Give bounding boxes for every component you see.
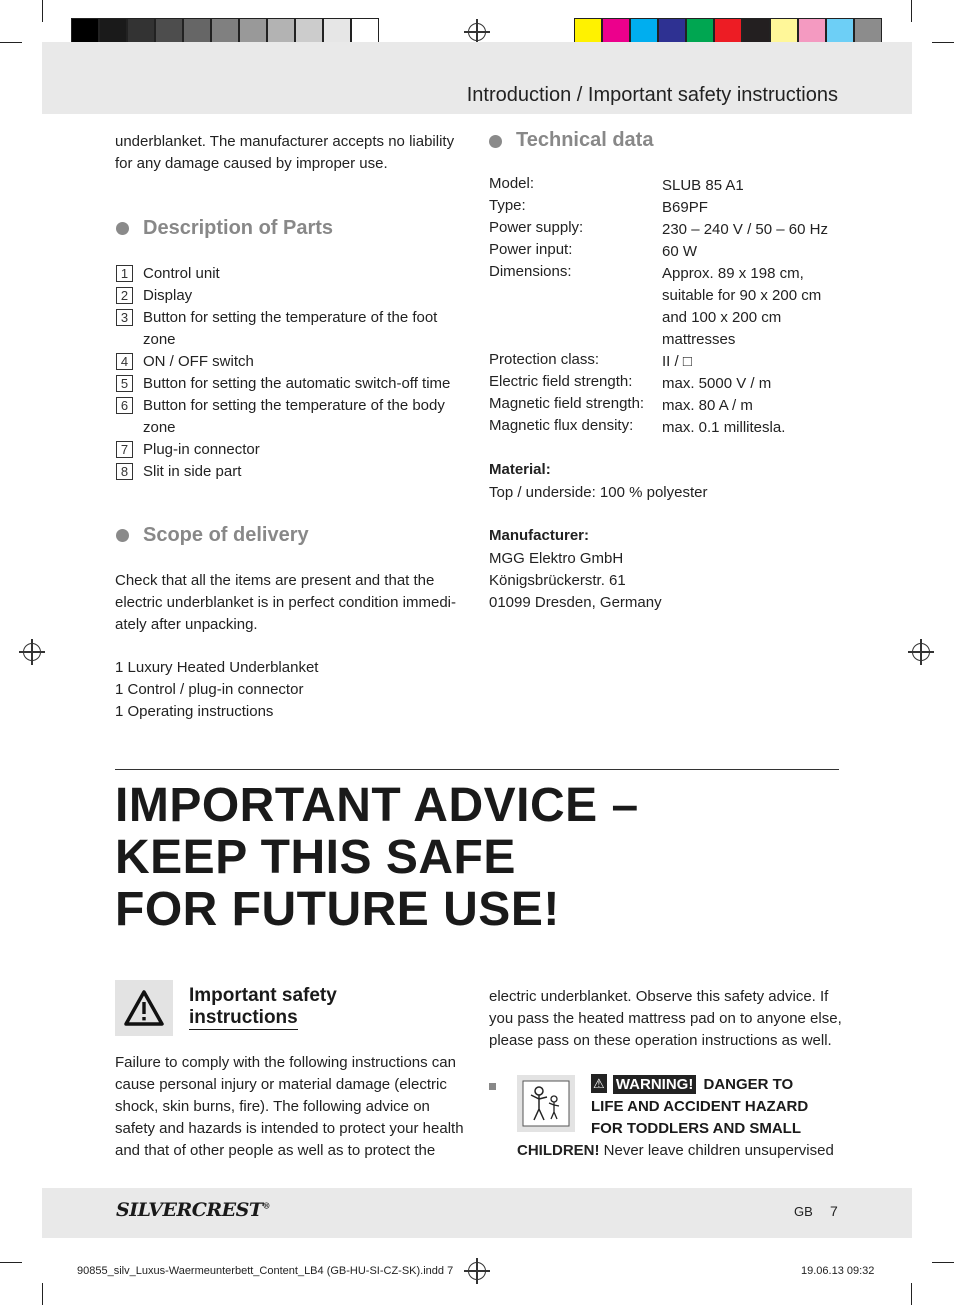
- part-number-badge: 7: [116, 441, 133, 458]
- safety-heading: Important safety instructions: [189, 985, 337, 1028]
- section-heading-description: Description of Parts: [143, 217, 334, 239]
- list-item: 1 Luxury Heated Underblanket: [115, 659, 319, 676]
- tech-value: max. 0.1 millitesla.: [662, 419, 786, 436]
- tech-value: mattresses: [662, 331, 736, 348]
- list-item: 1 Operating instructions: [115, 703, 274, 720]
- tech-value: II / □: [662, 353, 692, 370]
- tech-label: Power input:: [489, 241, 573, 258]
- child-warning-box: [517, 1075, 575, 1132]
- crop-mark: [42, 1283, 43, 1305]
- section-bullet-icon: [116, 222, 129, 235]
- manufacturer-address: MGG Elektro GmbH Königsbrückerstr. 61 01099 Dresden, Germany: [489, 550, 662, 611]
- tech-label: Protection class:: [489, 351, 600, 368]
- tech-label: Power supply:: [489, 219, 584, 236]
- part-number-badge: 8: [116, 463, 133, 480]
- registration-mark-icon: [23, 643, 41, 661]
- intro-text: underblanket. The manufacturer accepts no liability for any damage caused by improper use.: [115, 133, 455, 172]
- part-number-badge: 1: [116, 265, 133, 282]
- tech-label: Model:: [489, 175, 535, 192]
- part-label: zone: [143, 419, 176, 436]
- list-item: 1 Control / plug-in connector: [115, 681, 304, 698]
- tech-label: Magnetic flux density:: [489, 417, 634, 434]
- registration-mark-icon: [468, 23, 486, 41]
- material-heading: Material:: [489, 461, 551, 478]
- part-number-badge: 5: [116, 375, 133, 392]
- section-bullet-icon: [116, 529, 129, 542]
- safety-right-text: electric underblanket. Observe this safety advice. If you pass the heated mattress pad on to anyone else, please pass on these operation instructions as well.: [489, 988, 842, 1049]
- tech-label: Type:: [489, 197, 526, 214]
- part-label: Button for setting the temperature of the body: [143, 397, 445, 414]
- tech-value: SLUB 85 A1: [662, 177, 744, 194]
- warning-block: ⚠ WARNING! DANGER TO LIFE AND ACCIDENT HAZARD FOR TODDLERS AND SMALL: [591, 1076, 809, 1137]
- tech-label: Magnetic field strength:: [489, 395, 645, 412]
- warning-triangle-icon: [115, 980, 173, 1036]
- footer-language: GB: [794, 1204, 813, 1219]
- square-bullet-icon: [489, 1083, 496, 1090]
- part-label: zone: [143, 331, 176, 348]
- material-text: Top / underside: 100 % polyester: [489, 484, 708, 501]
- tech-value: 230 – 240 V / 50 – 60 Hz: [662, 221, 828, 238]
- section-heading-scope: Scope of delivery: [143, 524, 309, 546]
- tech-value: suitable for 90 x 200 cm: [662, 287, 822, 304]
- registration-mark-icon: [912, 643, 930, 661]
- scope-text: Check that all the items are present and that the electric underblanket is in perfect condition immedi- ately after unpacking.: [115, 572, 456, 633]
- tech-value: max. 5000 V / m: [662, 375, 772, 392]
- crop-mark: [0, 1262, 22, 1263]
- divider: [115, 769, 839, 770]
- warning-badge: WARNING!: [613, 1075, 697, 1094]
- part-label: Plug-in connector: [143, 441, 260, 458]
- important-advice-heading: IMPORTANT ADVICE – KEEP THIS SAFE FOR FUTURE USE!: [115, 779, 639, 936]
- crop-mark: [911, 1283, 912, 1305]
- scope-items: [115, 657, 318, 723]
- footer-timestamp: 19.06.13 09:32: [801, 1265, 875, 1277]
- tech-value: max. 80 A / m: [662, 397, 753, 414]
- page-header-title: Introduction / Important safety instructions: [466, 84, 838, 106]
- part-label: Button for setting the automatic switch-off time: [143, 375, 451, 392]
- crop-mark: [932, 1262, 954, 1263]
- part-label: Control unit: [143, 265, 220, 282]
- tech-value: 60 W: [662, 243, 698, 260]
- crop-mark: [911, 0, 912, 22]
- part-label: Display: [143, 287, 193, 304]
- tech-label: Dimensions:: [489, 263, 572, 280]
- warning-sign-icon: ⚠: [593, 1076, 605, 1091]
- part-label: ON / OFF switch: [143, 353, 254, 370]
- section-heading-technical: Technical data: [516, 129, 654, 151]
- crop-mark: [0, 42, 22, 43]
- footer-page-number: 7: [830, 1203, 838, 1219]
- warning-last-line: CHILDREN! Never leave children unsupervised: [517, 1142, 834, 1159]
- part-number-badge: 4: [116, 353, 133, 370]
- part-number-badge: 3: [116, 309, 133, 326]
- part-label: Slit in side part: [143, 463, 242, 480]
- section-bullet-icon: [489, 135, 502, 148]
- tech-label: Electric field strength:: [489, 373, 633, 390]
- brand-logo: SILVERCREST®: [116, 1199, 270, 1221]
- crop-mark: [42, 0, 43, 22]
- manufacturer-heading: Manufacturer:: [489, 527, 590, 544]
- tech-value: B69PF: [662, 199, 708, 216]
- part-number-badge: 2: [116, 287, 133, 304]
- tech-value: and 100 x 200 cm: [662, 309, 782, 326]
- warning-triangle-box: [115, 980, 173, 1036]
- safety-left-text: Failure to comply with the following instructions can cause personal injury or material damage (electric shock, skin burns, fire). The following advice on safety and hazards is intended to protect your health and that of other people as well as to protect the: [115, 1054, 464, 1159]
- registration-mark-icon: [468, 1262, 486, 1280]
- child-hazard-icon: [517, 1075, 575, 1132]
- tech-value: Approx. 89 x 198 cm,: [662, 265, 804, 282]
- crop-mark: [932, 42, 954, 43]
- part-number-badge: 6: [116, 397, 133, 414]
- part-label: Button for setting the temperature of the foot: [143, 309, 438, 326]
- footer-file-name: 90855_silv_Luxus-Waermeunterbett_Content_LB4 (GB-HU-SI-CZ-SK).indd 7: [77, 1265, 454, 1277]
